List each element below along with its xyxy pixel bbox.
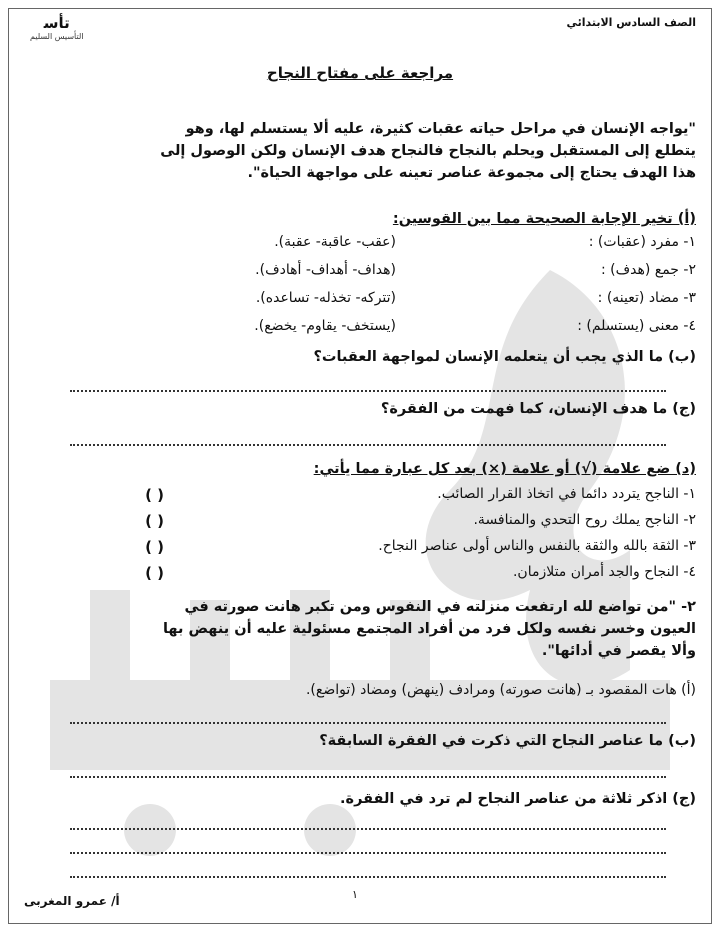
statement: ٤- النجاح والجد أمران متلازمان. — [512, 564, 696, 580]
statement: ١- الناجح يتردد دائما في اتخاذ القرار الصائب. — [437, 486, 696, 502]
answer-box[interactable]: ( ) — [145, 512, 164, 530]
passage-2-line: العيون وخسر نفسه ولكل فرد من أفراد المجتمع مسئولية عليه أن ينهض بها — [162, 621, 696, 637]
statement: ٢- الناجح يملك روح التحدي والمنافسة. — [473, 512, 696, 528]
answer-line[interactable] — [70, 776, 666, 778]
answer-line[interactable] — [70, 828, 666, 830]
teacher-name: أ/ عمرو المغربى — [24, 894, 120, 908]
choice-row — [24, 318, 696, 340]
choice-options: (يستخف- يقاوم- يخضع). — [254, 318, 396, 334]
logo-mark: ﺗﺄﺳ — [43, 14, 70, 32]
grade-label: الصف السادس الابتدائي — [566, 16, 696, 29]
passage-1-line: يتطلع إلى المستقبل ويحلم بالنجاح فالنجاح هدف الإنسان ولكن الوصول إلى — [160, 143, 696, 159]
question-2c: (ج) اذكر ثلاثة من عناصر النجاح لم ترد في الفقرة. — [340, 791, 696, 807]
answer-box[interactable]: ( ) — [145, 538, 164, 556]
choice-label: ١- مفرد (عقبات) : — [588, 234, 696, 250]
publisher-logo — [30, 14, 84, 41]
question-2b: (ب) ما عناصر النجاح التي ذكرت في الفقرة السابقة؟ — [319, 733, 696, 749]
question-c: (ج) ما هدف الإنسان، كما فهمت من الفقرة؟ — [380, 401, 696, 417]
true-false-row — [24, 486, 696, 508]
passage-2 — [24, 596, 696, 662]
choice-options: (تتركه- تخذله- تساعده). — [255, 290, 396, 306]
answer-line[interactable] — [70, 876, 666, 878]
true-false-row — [24, 512, 696, 534]
passage-1-line: "يواجه الإنسان في مراحل حياته عقبات كثيرة، عليه ألا يستسلم لها، وهو — [185, 121, 696, 137]
true-false-row — [24, 538, 696, 560]
answer-box[interactable]: ( ) — [145, 486, 164, 504]
answer-line[interactable] — [70, 852, 666, 854]
choice-row — [24, 262, 696, 284]
answer-line[interactable] — [70, 722, 666, 724]
answer-line[interactable] — [70, 390, 666, 392]
page-title: مراجعة على مفتاح النجاح — [266, 64, 454, 82]
passage-2-line: وألا يقصر في أدائها". — [541, 643, 696, 659]
passage-1-line: هذا الهدف يحتاج إلى مجموعة عناصر تعينه على مواجهة الحياة". — [247, 165, 696, 181]
answer-line[interactable] — [70, 444, 666, 446]
passage-1 — [24, 118, 696, 184]
question-d-heading: (د) ضع علامة (√) أو علامة (×) بعد كل عبارة مما يأتي: — [313, 461, 696, 477]
choice-label: ٤- معنى (يستسلم) : — [577, 318, 696, 334]
question-a-heading: (أ) تخير الإجابة الصحيحة مما بين القوسين: — [392, 211, 696, 227]
statement: ٣- الثقة بالله والثقة بالنفس والناس أولى عناصر النجاح. — [378, 538, 696, 554]
choice-row — [24, 234, 696, 256]
answer-box[interactable]: ( ) — [145, 564, 164, 582]
choice-label: ٢- جمع (هدف) : — [600, 262, 696, 278]
passage-2-line: ٢- "من تواضع لله ارتفعت منزلته في النفوس ومن تكبر هانت صورته في — [184, 599, 696, 615]
logo-text: التأسيس السليم — [30, 32, 84, 41]
page-number: ١ — [352, 888, 358, 901]
question-2a: (أ) هات المقصود بـ (هانت صورته) ومرادف (ينهض) ومضاد (تواضع). — [305, 682, 696, 698]
choice-options: (عقب- عاقبة- عقبة). — [274, 234, 396, 250]
true-false-row — [24, 564, 696, 586]
choice-row — [24, 290, 696, 312]
choice-options: (هداف- أهداف- أهادف). — [255, 262, 396, 278]
question-b: (ب) ما الذي يجب أن يتعلمه الإنسان لمواجهة العقبات؟ — [313, 349, 696, 365]
choice-label: ٣- مضاد (تعينه) : — [597, 290, 696, 306]
